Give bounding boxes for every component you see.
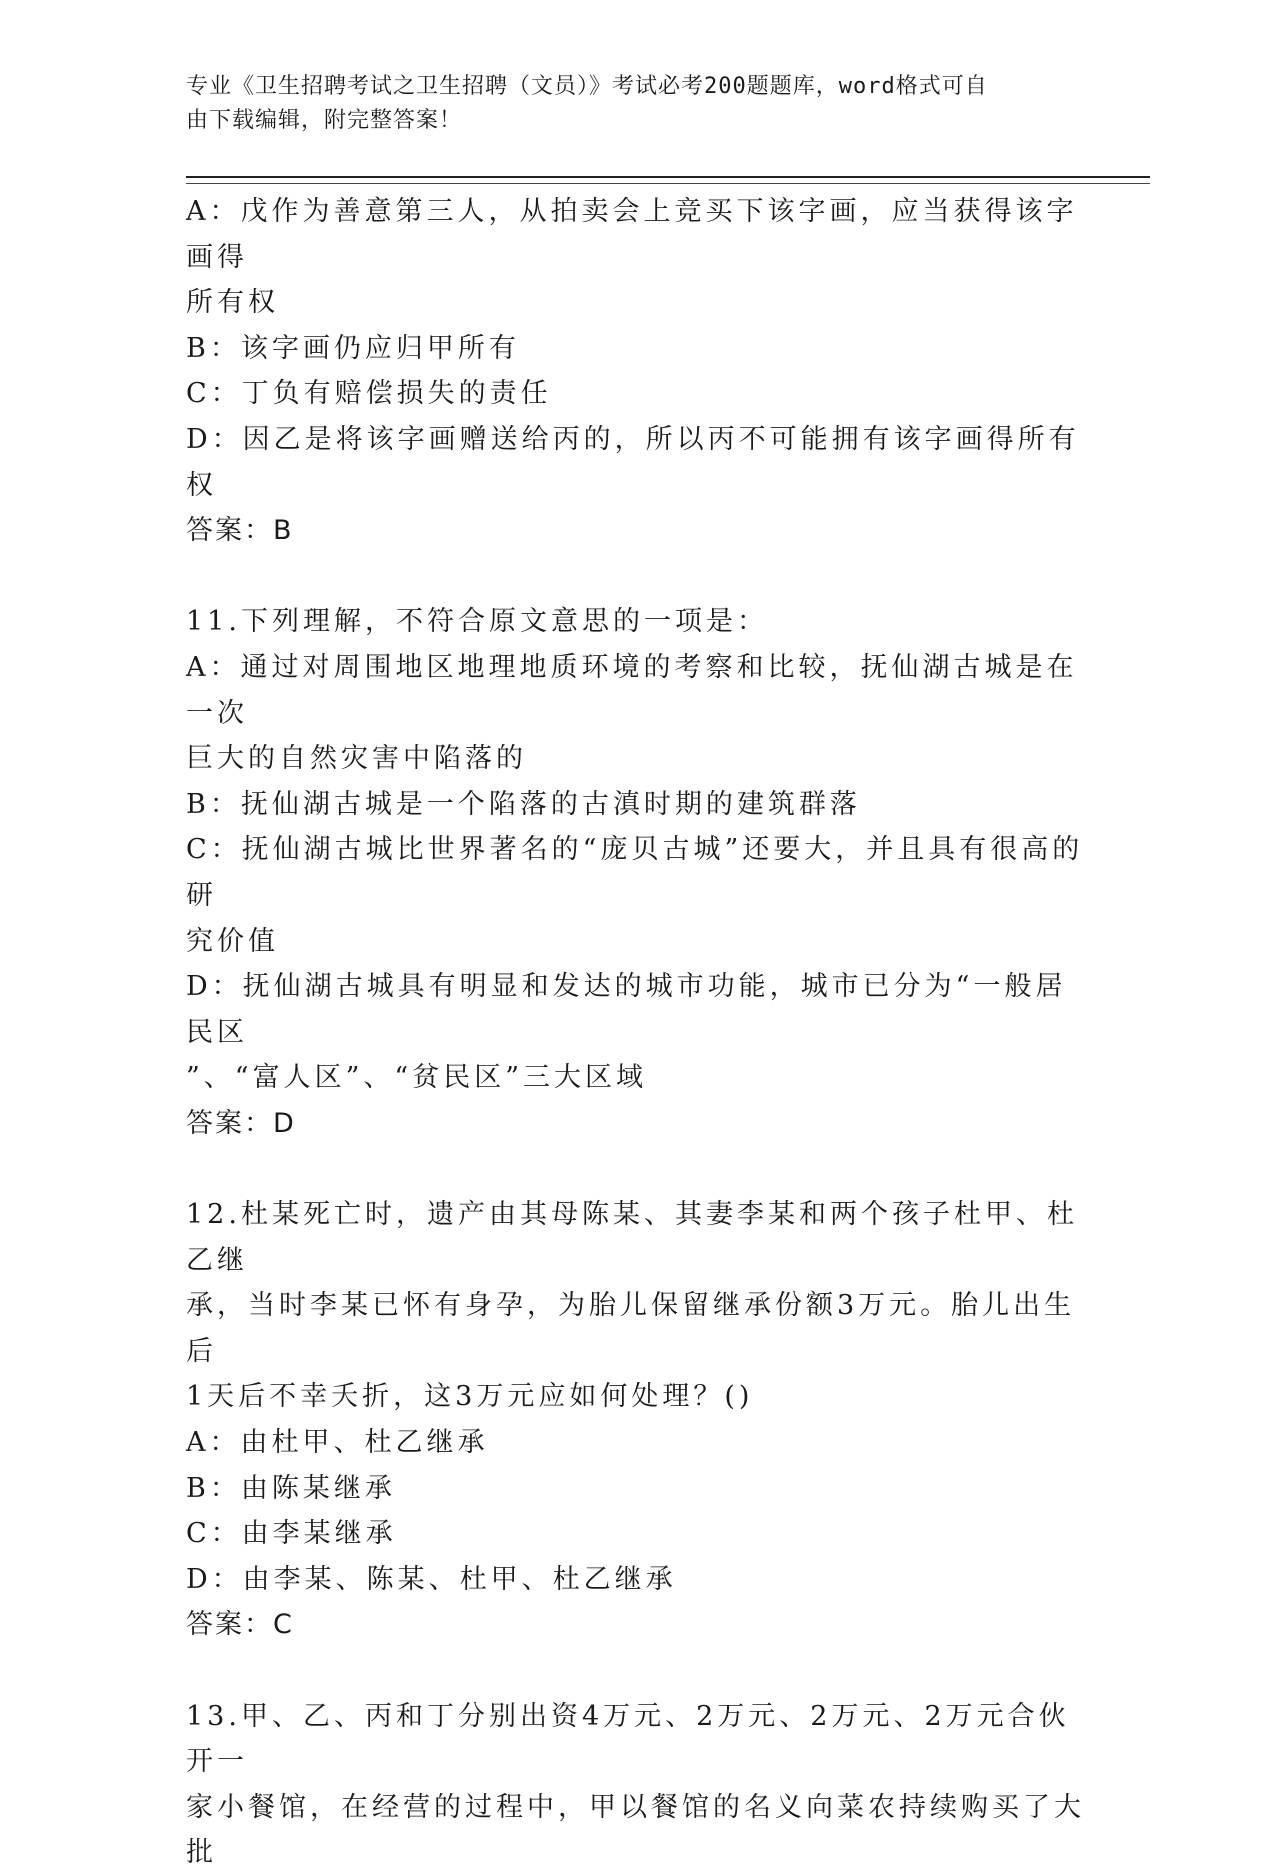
- q12-answer: 答案：C: [186, 1609, 294, 1641]
- q11-option-c-line-2: 究价值: [186, 925, 279, 957]
- question-10-continued: [186, 189, 1086, 554]
- q10-option-a-line-1: A：戊作为善意第三人，从拍卖会上竞买下该字画，应当获得该字画得: [186, 196, 1078, 273]
- question-13: [186, 1694, 1086, 1876]
- question-12: [186, 1192, 1086, 1648]
- q11-option-a-line-1: A：通过对周围地区地理地质环境的考察和比较，抚仙湖古城是在一次: [186, 651, 1078, 729]
- page-header: [186, 70, 1066, 138]
- spacer: [186, 1146, 1086, 1192]
- q12-option-b: B：由陈某继承: [186, 1472, 396, 1504]
- q13-stem-line-2: 家小餐馆，在经营的过程中，甲以餐馆的名义向菜农持续购买了大批: [186, 1791, 1085, 1869]
- q11-option-d-line-2: ”、“富人区”、“贫民区”三大区域: [186, 1062, 648, 1094]
- q12-option-d: D：由李某、陈某、杜甲、杜乙继承: [186, 1563, 677, 1595]
- q12-option-c: C：由李某继承: [186, 1518, 397, 1550]
- spacer: [186, 554, 1086, 600]
- q12-stem-line-3: 1天后不幸夭折，这3万元应如何处理？(): [186, 1381, 754, 1413]
- q11-option-d-line-1: D：抚仙湖古城具有明显和发达的城市功能，城市已分为“一般居民区: [186, 971, 1067, 1048]
- document-body: [186, 189, 1086, 1876]
- header-line-2: 由下载编辑，附完整答案！: [186, 108, 463, 133]
- q11-answer: 答案：D: [186, 1107, 296, 1139]
- q12-stem-line-1: 12.杜某死亡时，遗产由其母陈某、其妻李某和两个孩子杜甲、杜乙继: [186, 1199, 1078, 1276]
- q11-stem: 11.下列理解，不符合原文意思的一项是：: [186, 606, 768, 638]
- q12-stem-line-2: 承，当时李某已怀有身孕，为胎儿保留继承份额3万元。胎儿出生后: [186, 1290, 1076, 1367]
- q10-answer: 答案：B: [186, 515, 294, 547]
- question-11: [186, 599, 1086, 1146]
- q11-option-b: B：抚仙湖古城是一个陷落的古滇时期的建筑群落: [186, 788, 861, 820]
- header-divider-thin: [186, 183, 1150, 184]
- q13-stem-line-1: 13.甲、乙、丙和丁分别出资4万元、2万元、2万元、2万元合伙开一: [186, 1700, 1070, 1778]
- q10-option-b: B：该字画仍应归甲所有: [186, 332, 520, 364]
- q10-option-d: D：因乙是将该字画赠送给丙的，所以丙不可能拥有该字画得所有权: [186, 423, 1080, 501]
- q11-option-a-line-2: 巨大的自然灾害中陷落的: [186, 743, 527, 775]
- q12-option-a: A：由杜甲、杜乙继承: [186, 1427, 489, 1459]
- q10-option-a-line-2: 所有权: [186, 287, 279, 319]
- q10-option-c: C：丁负有赔偿损失的责任: [186, 378, 552, 410]
- spacer: [186, 1648, 1086, 1694]
- header-divider-thick: [186, 176, 1150, 178]
- header-line-1: 专业《卫生招聘考试之卫生招聘（文员）》考试必考200题题库，word格式可自: [186, 74, 988, 99]
- q11-option-c-line-1: C：抚仙湖古城比世界著名的“庞贝古城”还要大，并且具有很高的研: [186, 834, 1084, 911]
